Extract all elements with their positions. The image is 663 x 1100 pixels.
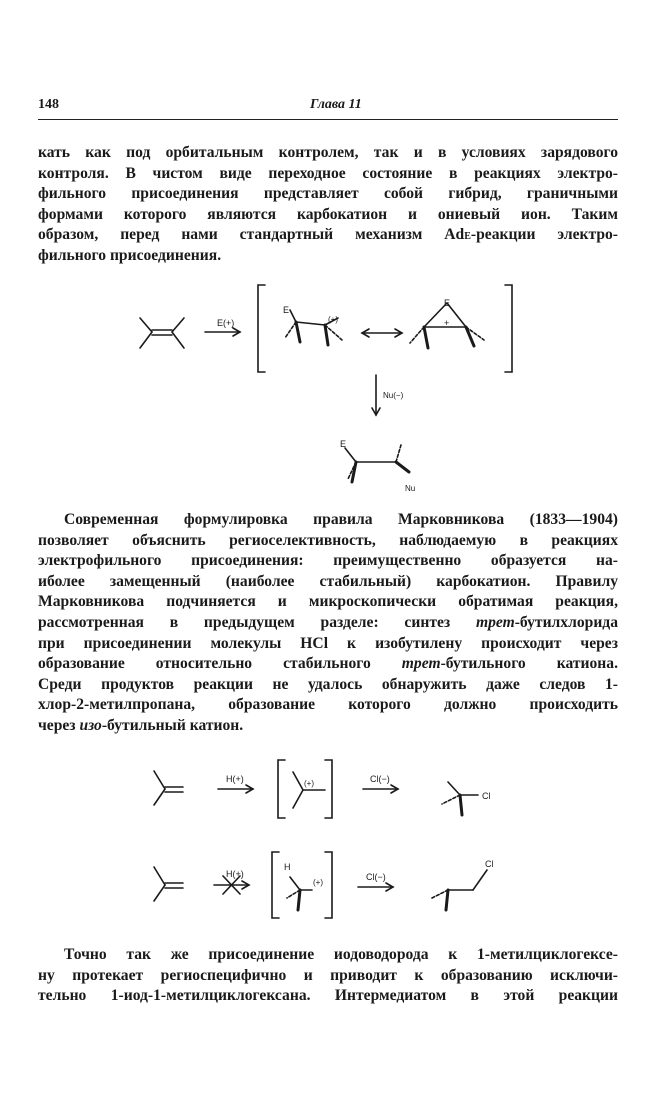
text-fragment: -бутилхлорида <box>514 613 618 631</box>
page-number: 148 <box>38 97 59 112</box>
text-line: контроля. В чистом виде переходное состояние в реакциях электро- <box>38 164 618 182</box>
text-line: ну протекает региоспецифично и приводит к образованию исключи- <box>38 966 618 984</box>
left-bracket <box>272 852 279 918</box>
atom-label-cl: Cl <box>485 859 494 869</box>
atom-label-nu: Nu <box>405 484 416 493</box>
addition-product-structure <box>345 445 409 482</box>
atom-label-e: E <box>444 298 451 308</box>
italic-term: трет <box>475 613 515 631</box>
text-line: при присоединении молекулы HCl к изобутилену происходит через <box>38 634 618 652</box>
text-line: Среди продуктов реакции не удалось обнаружить даже следов 1- <box>38 675 618 693</box>
text-line: Марковникова подчиняется и микроскопически обратимая реакция, <box>38 593 618 611</box>
paragraph-2 <box>38 510 618 737</box>
text-line <box>38 716 618 737</box>
reaction-arrow-icon <box>363 785 398 793</box>
text-line: позволяет объяснить региоселективность, наблюдаемую в реакциях <box>38 531 618 549</box>
reaction-arrow-icon <box>205 328 240 336</box>
charge-label: + <box>444 318 450 328</box>
reaction-arrow-down-icon <box>372 375 380 415</box>
text-fragment: -бутильного катиона. <box>440 655 618 673</box>
text-line: фильного присоединения представляет собой гибрид, граничными <box>38 185 618 203</box>
reaction-arrow-icon <box>358 883 393 891</box>
isobutylene-structure <box>154 771 183 805</box>
subscript: E <box>464 231 471 243</box>
text-line <box>38 225 618 246</box>
left-bracket <box>278 760 285 818</box>
charge-label: (+) <box>304 779 314 788</box>
atom-label-e: E <box>340 439 347 449</box>
tert-butyl-chloride-structure <box>442 782 478 815</box>
text-fragment: через <box>38 716 80 734</box>
header-rule <box>38 119 618 120</box>
running-head: Глава 11 <box>310 97 362 112</box>
text-line: Современная формулировка правила Марковникова (1833—1904) <box>64 511 618 528</box>
text-fragment: образование относительно стабильного <box>38 655 402 673</box>
right-bracket <box>325 852 332 918</box>
text-line: иболее замещенный (наиболее стабильный) карбокатион. Правилу <box>38 572 618 590</box>
text-fragment: -бутильный катион. <box>101 716 244 734</box>
text-line: хлор-2-метилпропана, образование которого должно происходить <box>38 696 618 714</box>
text-line: Точно так же присоединение иодоводорода к 1-метилциклогексе- <box>64 946 618 963</box>
alkene-structure <box>140 318 184 348</box>
reaction-arrow-icon <box>218 785 253 793</box>
isobutyl-chloride-structure <box>432 870 487 910</box>
isobutyl-cation-structure <box>287 877 312 910</box>
reagent-label: E(+) <box>217 318 235 328</box>
right-bracket <box>505 285 512 372</box>
paragraph-1 <box>38 143 618 267</box>
tert-butyl-cation-structure <box>293 772 325 808</box>
text-line: кать как под орбитальным контролем, так и в условиях зарядового <box>38 144 618 161</box>
text-line: электрофильного присоединения: преимущественно образуется на- <box>38 552 618 570</box>
right-bracket <box>325 760 332 818</box>
reagent-label: Nu(−) <box>383 391 404 400</box>
isobutylene-structure <box>154 867 183 901</box>
left-bracket <box>258 285 265 372</box>
charge-label: (+) <box>313 878 323 887</box>
text-fragment: рассмотренная в предыдущем разделе: синтез <box>38 613 476 631</box>
paragraph-3 <box>38 945 618 1007</box>
text-fragment: -реакции электро- <box>470 226 618 244</box>
reaction-scheme-electrophilic-addition <box>0 280 663 495</box>
atom-label-e: E <box>283 305 290 315</box>
text-line <box>38 654 618 675</box>
text-line: тельно 1-иод-1-метилциклогексана. Интермедиатом в этой реакции <box>38 987 618 1005</box>
reagent-label: Cl(−) <box>366 872 386 882</box>
reagent-label: Cl(−) <box>370 774 390 784</box>
text-line: формами которого являются карбокатион и ониевый ион. Таким <box>38 205 618 223</box>
atom-label-h: H <box>284 862 291 872</box>
reaction-scheme-hcl-addition <box>0 755 663 930</box>
italic-term: изо <box>79 716 102 734</box>
charge-label: (+) <box>328 315 338 324</box>
text-line <box>38 613 618 634</box>
text-fragment: образом, перед нами стандартный механизм Ad <box>38 226 465 244</box>
reagent-label: H(+) <box>226 774 244 784</box>
italic-term: трет <box>401 655 441 673</box>
text-line: фильного присоединения. <box>38 246 222 264</box>
resonance-arrow-icon <box>362 329 402 337</box>
atom-label-cl: Cl <box>482 791 491 801</box>
reagent-label: H(+) <box>226 869 244 879</box>
